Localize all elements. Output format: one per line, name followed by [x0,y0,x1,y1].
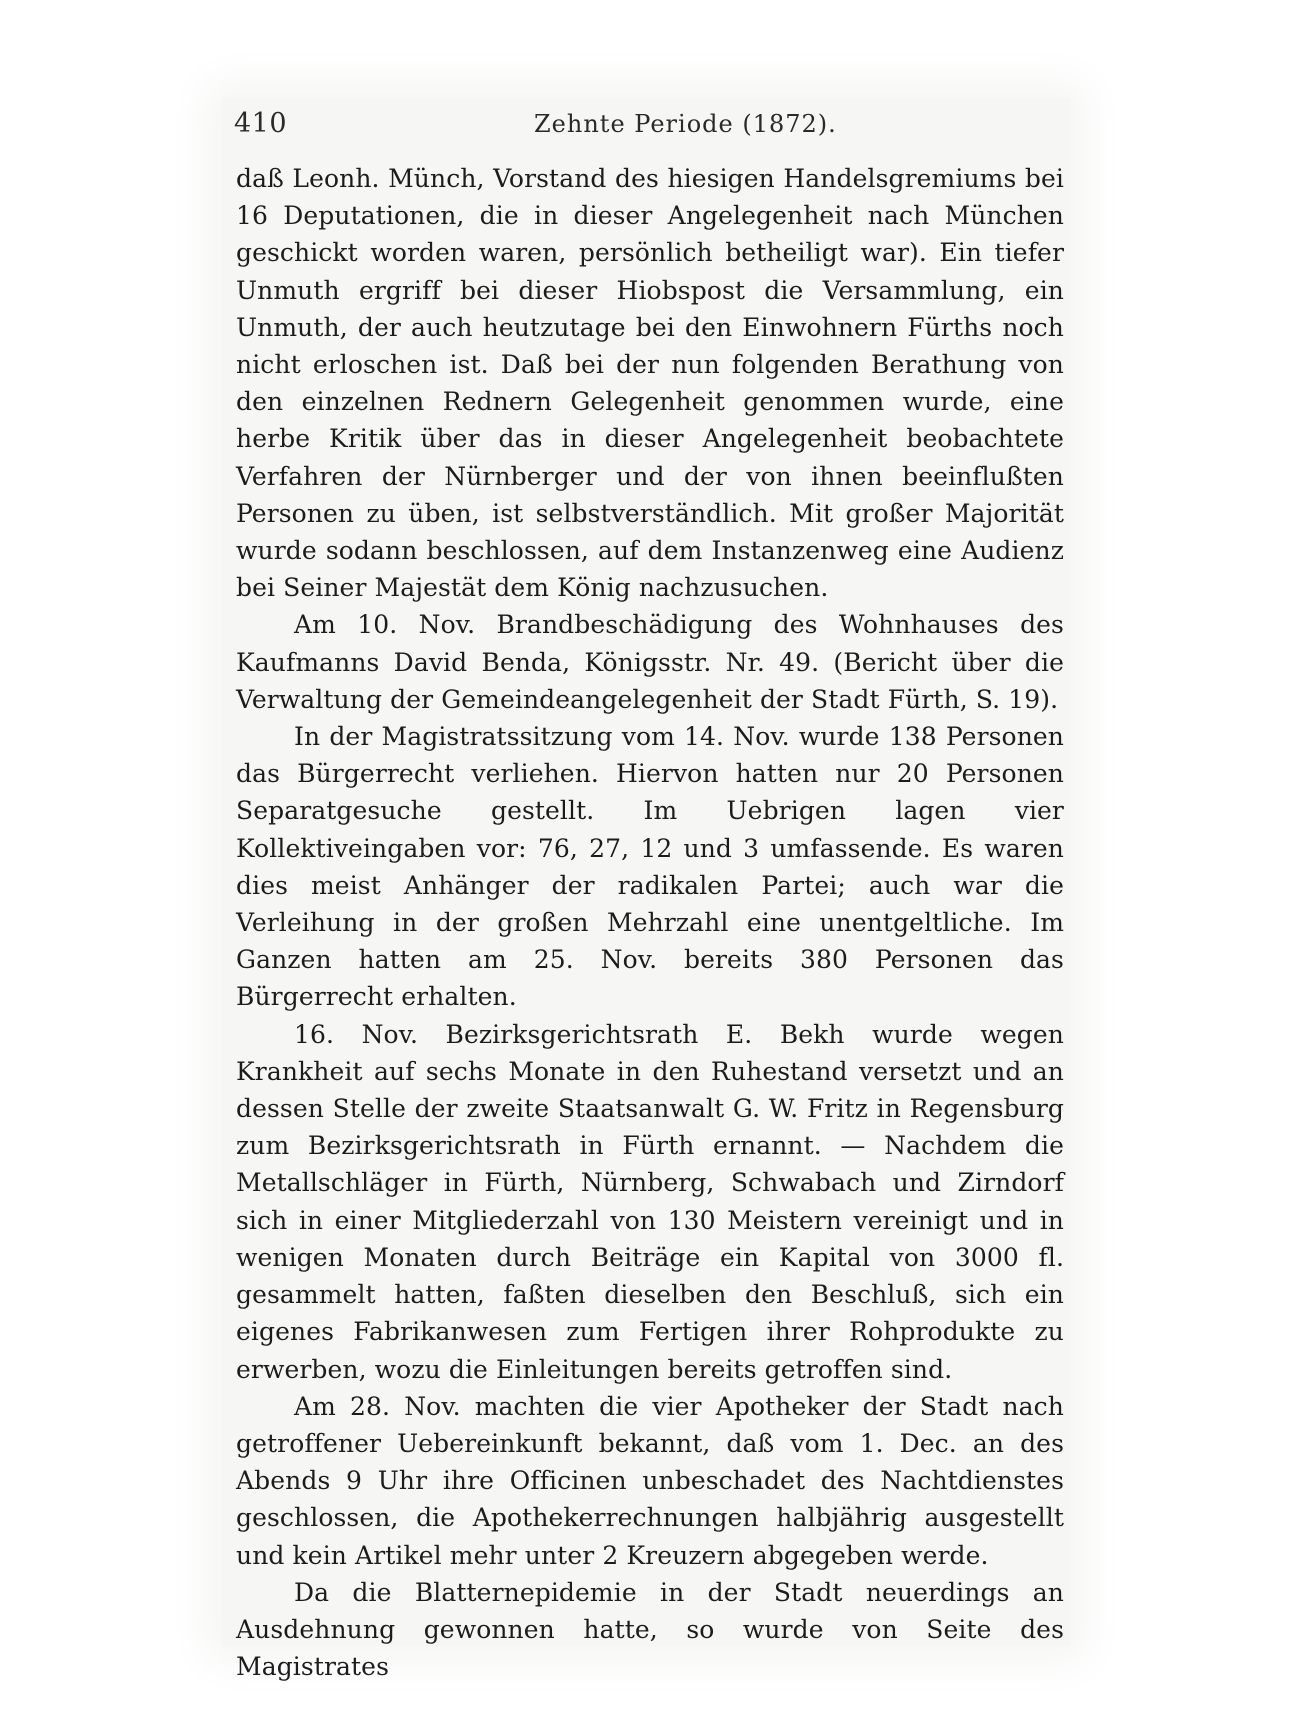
body-text [236,160,1064,1685]
paragraph-citizenship: In der Magistratssitzung vom 14. Nov. wurde 138 Personen das Bürgerrecht verliehen. Hiervon hatten nur 20 Personen Separatgesuche gestellt. Im Uebrigen lagen vier Kollektiveingaben vor: 76, 27, 12 und 3 umfassende. Es waren dies meist Anhänger der radikalen Partei; auch war die Verleihung in der großen Mehrzahl eine unentgeltliche. Im Ganzen hatten am 25. Nov. bereits 380 Personen das Bürgerrecht erhalten. [236,722,1064,1012]
paragraph-smallpox: Da die Blatternepidemie in der Stadt neuerdings an Ausdehnung gewonnen hatte, so wurde von Seite des Magistrates [236,1577,1064,1682]
paragraph-fire-damage: Am 10. Nov. Brandbeschädigung des Wohnhauses des Kaufmanns David Benda, Königsstr. Nr. 49. (Bericht über die Verwaltung der Gemeindeangelegenheit der Stadt Fürth, S. 19). [236,610,1064,714]
paragraph-continuation: daß Leonh. Münch, Vorstand des hiesigen Handelsgremiums bei 16 Deputationen, die in dieser Angelegenheit nach München geschickt worden waren, persönlich betheiligt war). Ein tiefer Unmuth ergriff bei dieser Hiobspost die Versammlung, ein Unmuth, der auch heutzutage bei den Einwohnern Fürths noch nicht erloschen ist. Daß bei der nun folgenden Berathung von den einzelnen Rednern Gelegenheit genommen wurde, eine herbe Kritik über das in dieser Angelegenheit beobachtete Verfahren der Nürnberger und der von ihnen beeinflußten Personen zu üben, ist selbstverständlich. Mit großer Majorität wurde sodann beschlossen, auf dem Instanzenweg eine Audienz bei Seiner Majestät dem König nachzusuchen. [236,164,1064,603]
running-head [234,108,1064,148]
paragraph-pharmacies: Am 28. Nov. machten die vier Apotheker der Stadt nach getroffener Uebereinkunft bekannt, daß vom 1. Dec. an des Abends 9 Uhr ihre Officinen unbeschadet des Nachtdienstes geschlossen, die Apothekerrechnungen halbjährig ausgestellt und kein Artikel mehr unter 2 Kreuzern abgegeben werde. [236,1391,1064,1570]
paragraph-court-appointment: 16. Nov. Bezirksgerichtsrath E. Bekh wurde wegen Krankheit auf sechs Monate in den Ruhestand versetzt und an dessen Stelle der zweite Staatsanwalt G. W. Fritz in Regensburg zum Bezirksgerichtsrath in Fürth ernannt. — Nachdem die Metallschläger in Fürth, Nürnberg, Schwabach und Zirndorf sich in einer Mitgliederzahl von 130 Meistern vereinigt und in wenigen Monaten durch Beiträge ein Kapital von 3000 fl. gesammelt hatten, faßten dieselben den Beschluß, sich ein eigenes Fabrikanwesen zum Fertigen ihrer Rohprodukte zu erwerben, wozu die Einleitungen bereits getroffen sind. [236,1019,1064,1384]
running-title: Zehnte Periode (1872). [534,110,837,138]
page-number: 410 [234,108,288,139]
